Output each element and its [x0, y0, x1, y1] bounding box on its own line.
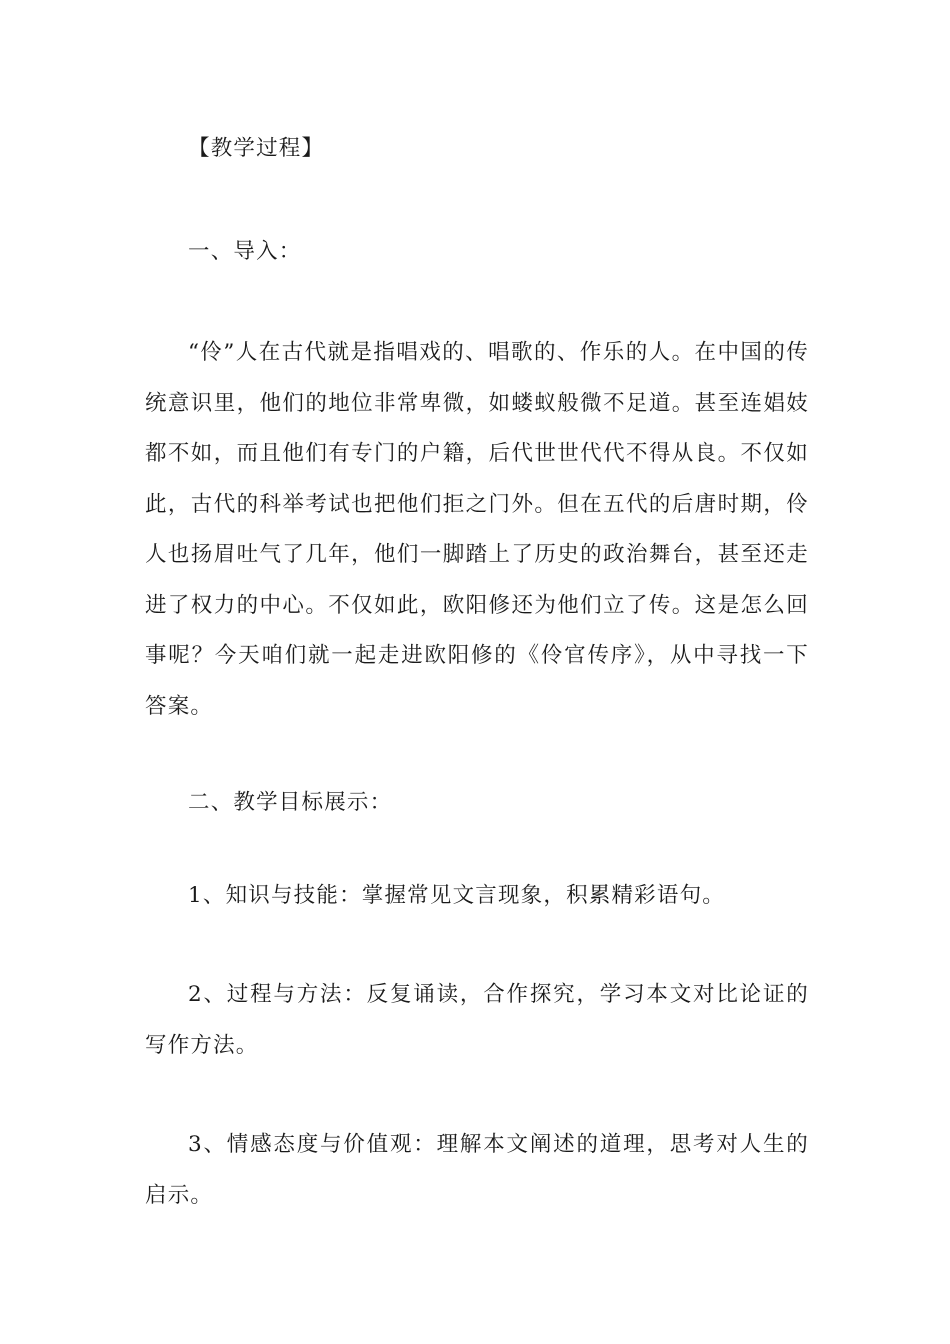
goal-item-values: 3、情感态度与价值观：理解本文阐述的道理，思考对人生的启示。 [145, 1132, 809, 1208]
intro-title: 一、导入： [188, 239, 302, 264]
goal-item-process: 2、过程与方法：反复诵读，合作探究，学习本文对比论证的写作方法。 [145, 982, 809, 1058]
section-heading: 【教学过程】 [188, 136, 325, 161]
intro-paragraph: “伶”人在古代就是指唱戏的、唱歌的、作乐的人。在中国的传统意识里，他们的地位非常卑微，如蝼蚁般微不足道。甚至连娼妓都不如，而且他们有专门的户籍，后代世世代代不得从良。不仅如此，古代的科举考试也把他们拒之门外。但在五代的后唐时期，伶人也扬眉吐气了几年，他们一脚踏上了历史的政治舞台，甚至还走进了权力的中心。不仅如此，欧阳修还为他们立了传。这是怎么回事呢？今天咱们就一起走进欧阳修的《伶官传序》，从中寻找一下答案。 [145, 340, 809, 719]
goal-item-knowledge: 1、知识与技能：掌握常见文言现象，积累精彩语句。 [188, 883, 725, 908]
goals-title: 二、教学目标展示： [188, 790, 393, 815]
